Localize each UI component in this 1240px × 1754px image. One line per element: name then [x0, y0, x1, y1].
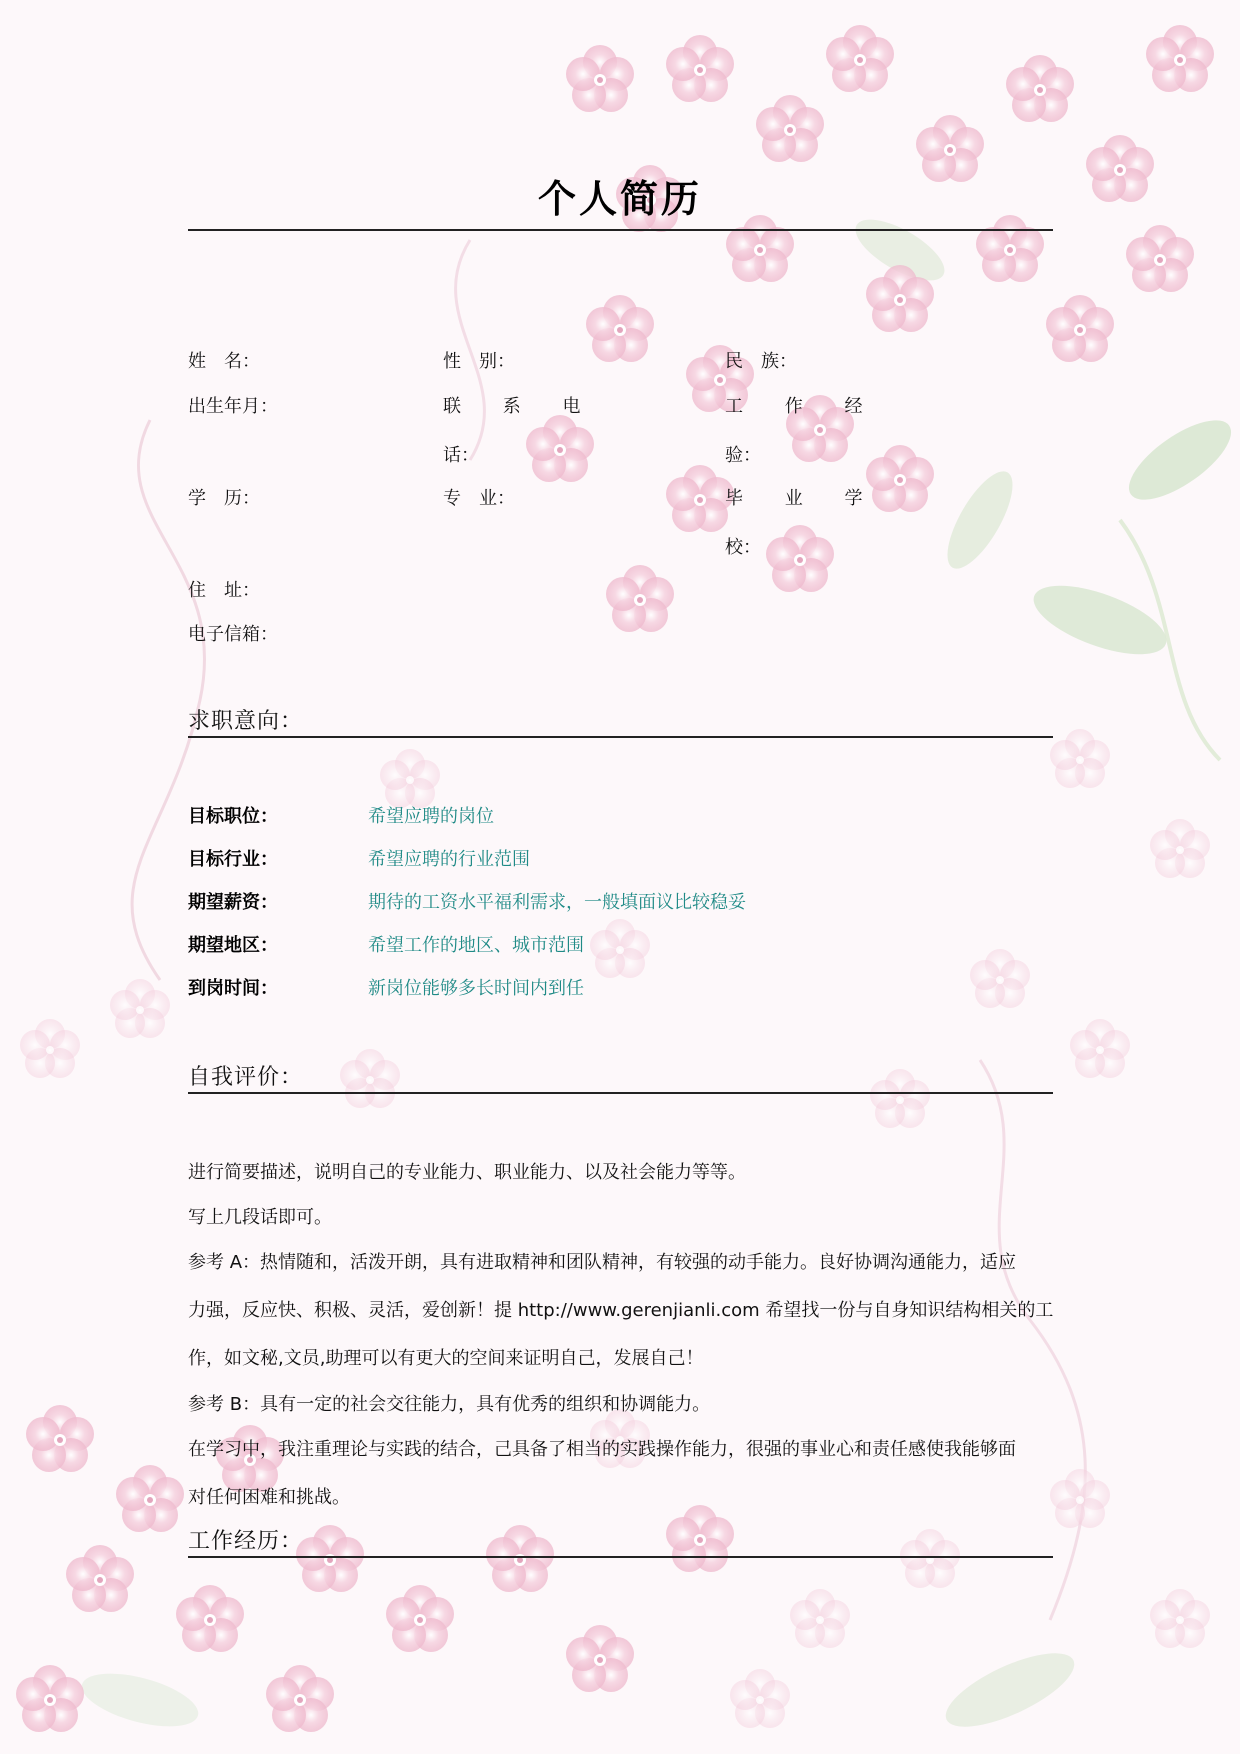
work-experience-label-line2: 验： [725, 445, 761, 466]
job-intent-divider [188, 736, 1053, 738]
email-label: 电子信箱： [188, 624, 278, 645]
graduate-school-label-line2: 校： [725, 537, 761, 558]
address-label: 住 址： [188, 580, 260, 601]
work-experience-label-line1: 工 作 经 [725, 396, 881, 417]
start-time-value: 新岗位能够多长时间内到任 [368, 978, 584, 999]
birth-date-label: 出生年月： [188, 396, 278, 417]
title-divider [188, 229, 1053, 231]
graduate-school-label-line1: 毕 业 学 [725, 488, 881, 509]
self-evaluation-line: 写上几段话即可。 [188, 1207, 332, 1228]
self-evaluation-line: 进行简要描述，说明自己的专业能力、职业能力、以及社会能力等等。 [188, 1162, 746, 1183]
expected-salary-value: 期待的工资水平福利需求，一般填面议比较稳妥 [368, 892, 746, 913]
expected-region-key: 期望地区： [188, 935, 278, 956]
self-evaluation-line: 对任何困难和挑战。 [188, 1487, 350, 1508]
education-label: 学 历： [188, 488, 260, 509]
major-label: 专 业： [443, 488, 515, 509]
self-evaluation-heading: 自我评价： [188, 1065, 304, 1090]
expected-region-value: 希望工作的地区、城市范围 [368, 935, 584, 956]
self-evaluation-line: 力强，反应快、积极、灵活，爱创新！提 http://www.gerenjianli.com 希望找一份与自身知识结构相关的工 [188, 1300, 1054, 1321]
phone-label-line1: 联 系 电 [443, 396, 599, 417]
target-industry-key: 目标行业： [188, 849, 278, 870]
target-position-value: 希望应聘的岗位 [368, 806, 494, 827]
job-intent-heading: 求职意向： [188, 709, 304, 734]
self-evaluation-line: 参考 A：热情随和，活泼开朗，具有进取精神和团队精神，有较强的动手能力。良好协调沟通能力，适应 [188, 1252, 1017, 1273]
self-evaluation-line: 作，如文秘,文员,助理可以有更大的空间来证明自己，发展自己！ [188, 1348, 704, 1369]
target-industry-value: 希望应聘的行业范围 [368, 849, 530, 870]
work-experience-divider [188, 1556, 1053, 1558]
self-evaluation-divider [188, 1092, 1053, 1094]
start-time-key: 到岗时间： [188, 978, 278, 999]
work-experience-heading: 工作经历： [188, 1529, 304, 1554]
expected-salary-key: 期望薪资： [188, 892, 278, 913]
gender-label: 性 别： [443, 351, 515, 372]
self-evaluation-line: 在学习中，我注重理论与实践的结合，己具备了相当的实践操作能力，很强的事业心和责任感使我能够面 [188, 1439, 1016, 1460]
name-label: 姓 名： [188, 351, 260, 372]
resume-title: 个人简历 [537, 177, 702, 221]
self-evaluation-line: 参考 B：具有一定的社会交往能力，具有优秀的组织和协调能力。 [188, 1394, 711, 1415]
target-position-key: 目标职位： [188, 806, 278, 827]
ethnicity-label: 民 族： [725, 351, 797, 372]
phone-label-line2: 话： [443, 445, 479, 466]
